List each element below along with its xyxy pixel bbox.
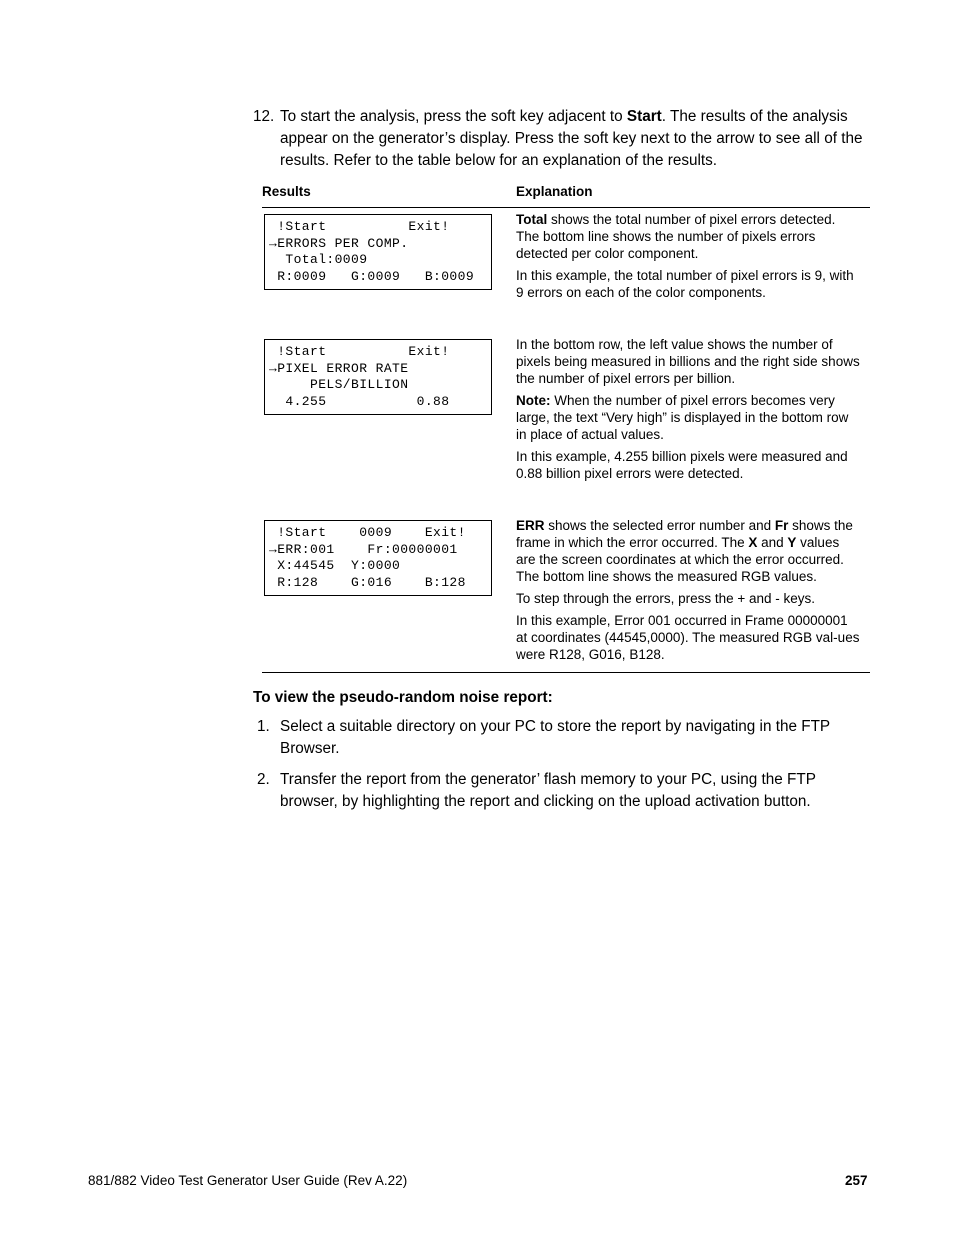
results-header: Results: [262, 184, 311, 199]
table-top-rule: [262, 207, 870, 208]
lcd-line: →ERRORS PER COMP.: [269, 235, 409, 251]
lcd-display-error-detail: [264, 520, 492, 596]
lcd-line: R:0009 G:0009 B:0009: [269, 268, 475, 284]
explanation-row-2: [516, 336, 861, 487]
footer-title: 881/882 Video Test Generator User Guide (Rev A.22): [88, 1173, 408, 1188]
explanation-row-3: [516, 517, 861, 668]
step-number: 1.: [257, 718, 270, 735]
step-text: Transfer the report from the generator’ flash memory to your PC, using the FTP browser, by highlighting the report and clicking on the upload activation button.: [280, 771, 816, 810]
lcd-line: Total:0009: [269, 252, 368, 267]
explanation-paragraph: ERR shows the selected error number and Fr shows the frame in which the error occurred. The X and Y values are the screen coordinates at which the error occurred. The bottom line shows the measured RGB values.: [516, 518, 853, 584]
start-keyword: Start: [626, 108, 662, 125]
step-text: To start the analysis, press the soft key adjacent to Start. The results of the analysis appear on the generator’s display. Press the soft key next to the arrow to see all of the results. Refer to the table below for an explanation of the results.: [280, 108, 863, 169]
table-bottom-rule: [262, 672, 870, 673]
step-12: [253, 106, 873, 172]
lcd-line: X:44545 Y:0000: [269, 558, 401, 573]
lcd-line: 4.255 0.88: [269, 393, 450, 409]
explanation-paragraph: In the bottom row, the left value shows the number of pixels being measured in billions and the right side shows the number of pixel errors per billion.: [516, 337, 860, 386]
explanation-paragraph: In this example, the total number of pixel errors is 9, with 9 errors on each of the color components.: [516, 268, 854, 300]
lcd-line: PELS/BILLION: [269, 377, 409, 392]
lcd-line: →PIXEL ERROR RATE: [269, 360, 409, 376]
explanation-paragraph: In this example, Error 001 occurred in Frame 00000001 at coordinates (44545,0000). The measured RGB val-ues were R128, G016, B128.: [516, 613, 860, 662]
lcd-line: !Start Exit!: [269, 219, 450, 234]
explanation-header: Explanation: [516, 184, 593, 199]
explanation-row-1: [516, 211, 861, 306]
lcd-line: !Start Exit!: [269, 344, 450, 359]
explanation-paragraph: Total shows the total number of pixel errors detected. The bottom line shows the number of pixels errors detected per color component.: [516, 212, 836, 261]
step-1: [253, 716, 873, 759]
lcd-display-errors-per-comp: [264, 214, 492, 290]
page-number: 257: [845, 1173, 868, 1188]
explanation-paragraph: To step through the errors, press the + and - keys.: [516, 591, 816, 606]
explanation-paragraph: Note: When the number of pixel errors becomes very large, the text “Very high” is displayed in the bottom row in place of actual values.: [516, 393, 849, 442]
explanation-paragraph: In this example, 4.255 billion pixels were measured and 0.88 billion pixel errors were detected.: [516, 449, 848, 481]
step-number: 12.: [253, 108, 275, 125]
section-heading: To view the pseudo-random noise report:: [253, 689, 553, 706]
lcd-line: R:128 G:016 B:128: [269, 574, 466, 590]
lcd-line: →ERR:001 Fr:00000001: [269, 541, 458, 557]
lcd-line: !Start 0009 Exit!: [269, 525, 466, 540]
lcd-display-pixel-error-rate: [264, 339, 492, 415]
step-number: 2.: [257, 771, 270, 788]
step-text: Select a suitable directory on your PC to store the report by navigating in the FTP Browser.: [280, 718, 830, 757]
step-2: [253, 769, 873, 812]
